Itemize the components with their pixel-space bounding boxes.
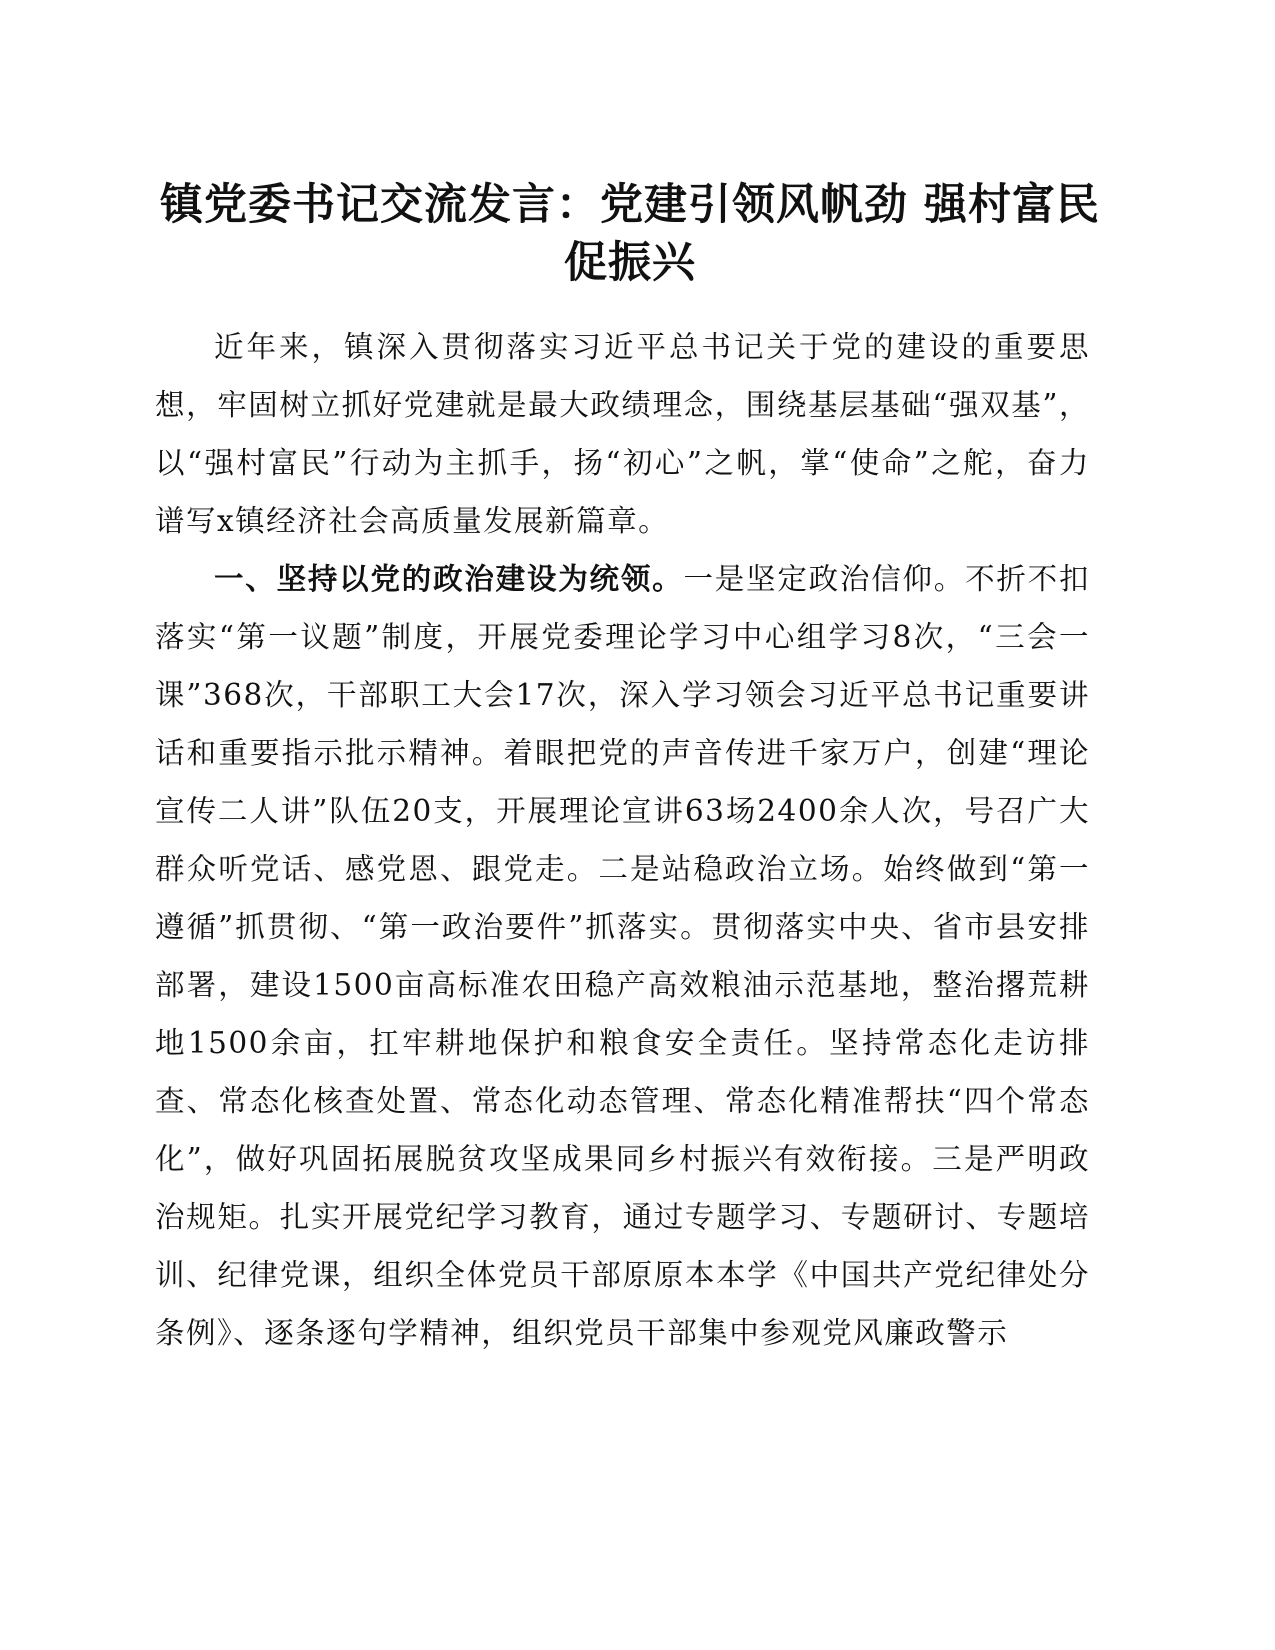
intro-paragraph (155, 318, 1090, 550)
intro-paragraph-text: 近年来，镇深入贯彻落实习近平总书记关于党的建设的重要思想，牢固树立抓好党建就是最大政绩理念，围绕基层基础“强双基”，以“强村富民”行动为主抓手，扬“初心”之帆，掌“使命”之舵，奋力谱写x镇经济社会高质量发展新篇章。 (155, 330, 1090, 538)
document-body (155, 318, 1090, 1362)
section-one-paragraph (155, 550, 1090, 1362)
document-title: 镇党委书记交流发言：党建引领风帆劲 强村富民促振兴 (160, 180, 1100, 288)
section-one-heading: 一、坚持以党的政治建设为统领。 (214, 561, 684, 596)
section-one-text: 一是坚定政治信仰。不折不扣落实“第一议题”制度，开展党委理论学习中心组学习8次，“三会一课”368次，干部职工大会17次，深入学习领会习近平总书记重要讲话和重要指示批示精神。着眼把党的声音传进千家万户，创建“理论宣传二人讲”队伍20支，开展理论宣讲63场2400余人次，号召广大群众听党话、感党恩、跟党走。二是站稳政治立场。始终做到“第一遵循”抓贯彻、“第一政治要件”抓落实。贯彻落实中央、省市县安排部署，建设1500亩高标准农田稳产高效粮油示范基地，整治撂荒耕地1500余亩，扛牢耕地保护和粮食安全责任。坚持常态化走访排查、常态化核查处置、常态化动态管理、常态化精准帮扶“四个常态化”，做好巩固拓展脱贫攻坚成果同乡村振兴有效衔接。三是严明政治规矩。扎实开展党纪学习教育，通过专题学习、专题研讨、专题培训、纪律党课，组织全体党员干部原原本本学《中国共产党纪律处分条例》、逐条逐句学精神，组织党员干部集中参观党风廉政警示 (155, 562, 1090, 1350)
